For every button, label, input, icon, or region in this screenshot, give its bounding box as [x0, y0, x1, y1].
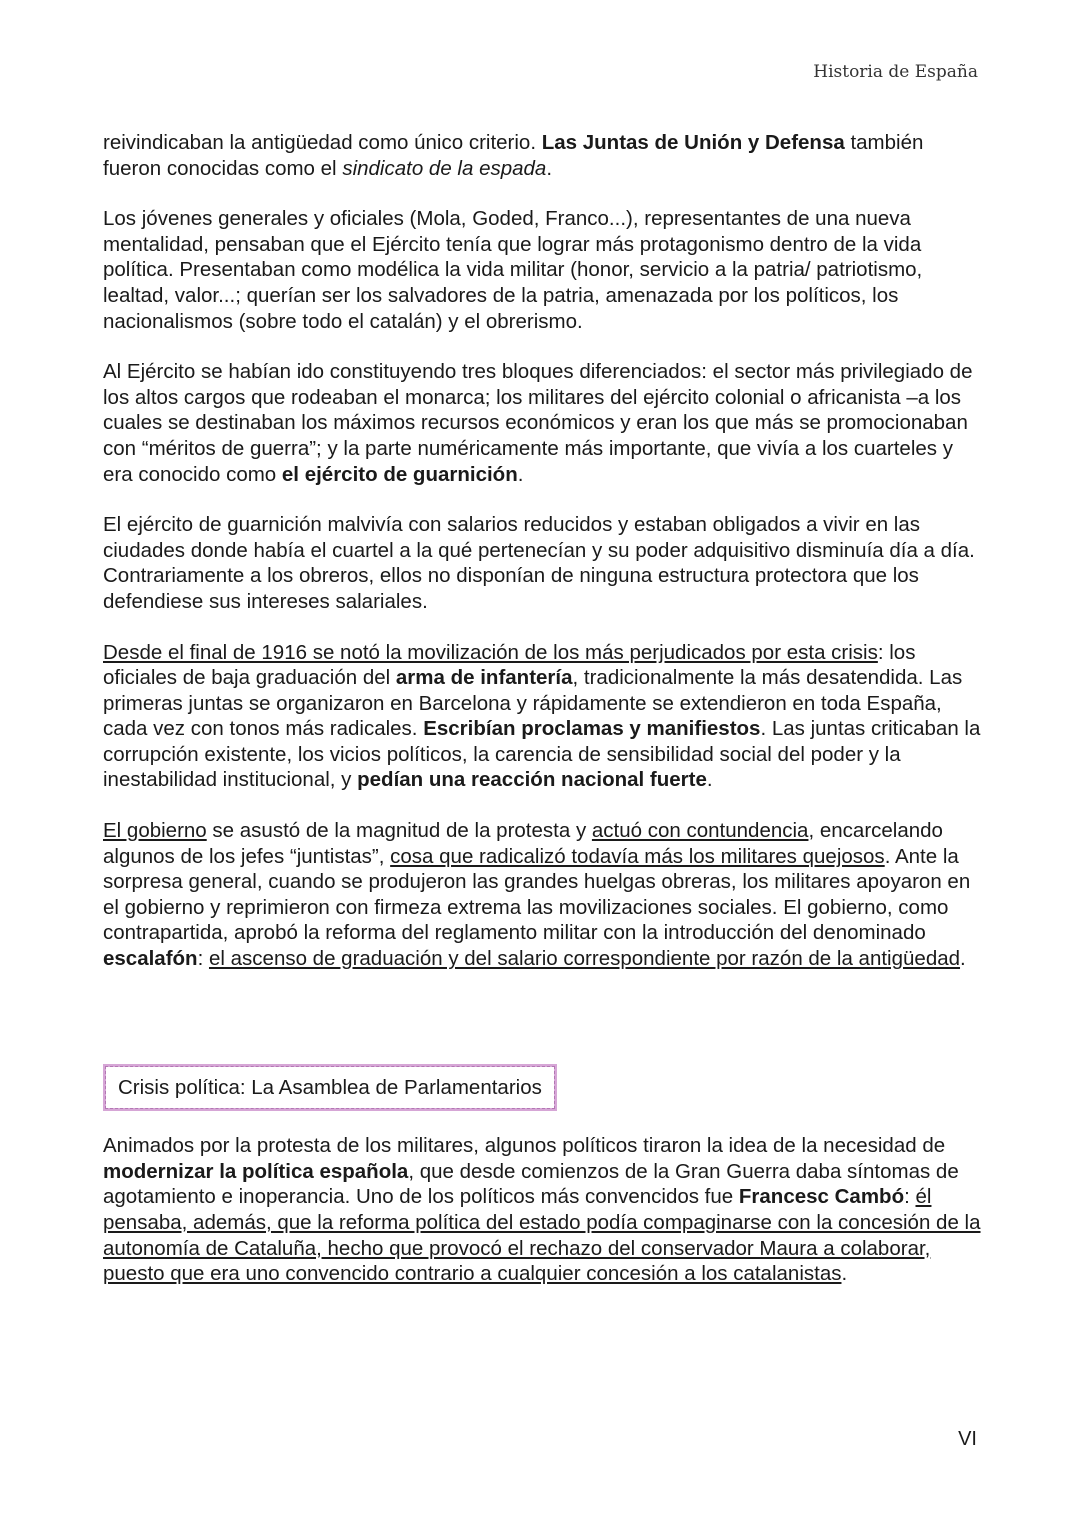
paragraph [103, 818, 983, 972]
text-run: también fueron conocidas como el [103, 131, 924, 180]
section-paragraphs [103, 1133, 983, 1287]
underlined-text: El gobierno [103, 819, 207, 843]
bold-text: Francesc Cambó [738, 1185, 905, 1209]
text-run: Animados por la protesta de los militares, algunos políticos tiraron la idea de la necesidad de [103, 1134, 946, 1158]
text-run: reivindicaban la antigüedad como único criterio. [103, 131, 542, 154]
text-run: Al Ejército se habían ido constituyendo tres bloques diferenciados: el sector más privilegiado de los altos cargos que rodeaban el monarca; los militares del ejército colonial o africanista –a los cuales se destinaban los máximos recursos económicos y eran los que más se promocionaban con “méritos de guerra”; y la parte numéricamente más importante, que vivía a los cuarteles y era conocido como [103, 360, 973, 486]
paragraph [103, 1133, 983, 1287]
text-run: , tradicionalmente la más desatendida. Las primeras juntas se organizaron en Barcelona y rápidamente se extendieron en toda España, cada vez con tonos más radicales. [103, 666, 963, 741]
paragraph [103, 640, 983, 794]
underlined-text: el ascenso de graduación y del salario correspondiente por razón de la antigüedad [208, 947, 961, 971]
main-content [103, 130, 983, 1287]
bold-text: escalafón [103, 947, 198, 971]
text-run: Los jóvenes generales y oficiales (Mola, Goded, Franco...), representantes de una nueva mentalidad, pensaban que el Ejército tenía que lograr más protagonismo dentro de la vida política. Presentaban como modélica la vida militar (honor, servicio a la patria/ patriotismo, lealtad, valor...; querían ser los salvadores de la patria, amenazada por los políticos, los nacionalismos (sobre todo el catalán) y el obrerismo. [103, 207, 923, 333]
bold-text: modernizar la política española [103, 1159, 409, 1183]
text-run: : los oficiales de baja graduación del [103, 640, 916, 690]
underlined-text: él pensaba, además, que la reforma política del estado podía compaginarse con la concesión de la autonomía de Cataluña, hecho que provocó el rechazo del conservador Maura a colaborar, puesto que era uno convencido contrario a cualquier concesión a los catalanistas [103, 1185, 981, 1286]
text-run: . Las juntas criticaban la corrupción existente, los vicios políticos, la carencia de sensibilidad social del poder y la inestabilidad institucional, y [103, 717, 981, 792]
running-header: Historia de España [813, 62, 978, 82]
underlined-text: Desde el final de 1916 se notó la movilización de los más perjudicados por esta crisis [103, 640, 878, 664]
text-run: : [197, 947, 209, 971]
bold-text: Las Juntas de Unión y Defensa [541, 131, 845, 154]
paragraph [103, 206, 983, 334]
bold-text: arma de infantería [395, 666, 573, 690]
bold-text: pedían una reacción nacional fuerte [357, 768, 707, 792]
text-run: . Ante la sorpresa general, cuando se produjeron las grandes huelgas obreras, los militares apoyaron en el gobierno y reprimieron con firmeza extrema las movilizaciones sociales. El gobierno, como contrapartida, aprobó la reforma del reglamento militar con la introducción del denominado [103, 844, 971, 945]
section-title: Crisis política: La Asamblea de Parlamentarios [118, 1075, 542, 1099]
bold-text: el ejército de guarnición [281, 462, 518, 486]
text-run: : [904, 1185, 916, 1209]
text-run: se asustó de la magnitud de la protesta y [206, 819, 592, 843]
underlined-text: actuó con contundencia [591, 819, 809, 843]
section-heading-box [103, 1064, 557, 1112]
text-run: , que desde comienzos de la Gran Guerra daba síntomas de agotamiento e inoperancia. Uno de los políticos más convencidos fue [103, 1159, 959, 1209]
paragraph [103, 512, 983, 614]
italic-text: sindicato de la espada [342, 156, 547, 180]
bold-text: Escribían proclamas y manifiestos [423, 717, 761, 741]
paragraph [103, 130, 983, 181]
text-run: , encarcelando algunos de los jefes “juntistas”, [103, 819, 943, 868]
body-paragraphs [103, 130, 983, 972]
text-run: . [546, 156, 553, 180]
text-run: . [960, 947, 966, 971]
paragraph [103, 359, 983, 487]
underlined-text: cosa que radicalizó todavía más los militares quejosos [390, 844, 885, 868]
text-run: El ejército de guarnición malvivía con salarios reducidos y estaban obligados a vivir en las ciudades donde había el cuartel a la qué pertenecían y su poder adquisitivo disminuía día a día. Contrariamente a los obreros, ellos no disponían de ninguna estructura protectora que los defendiese sus intereses salariales. [103, 513, 975, 613]
text-run: . [841, 1262, 848, 1286]
text-run: . [517, 462, 524, 486]
text-run: . [706, 768, 713, 792]
page-number: VI [958, 1428, 977, 1450]
